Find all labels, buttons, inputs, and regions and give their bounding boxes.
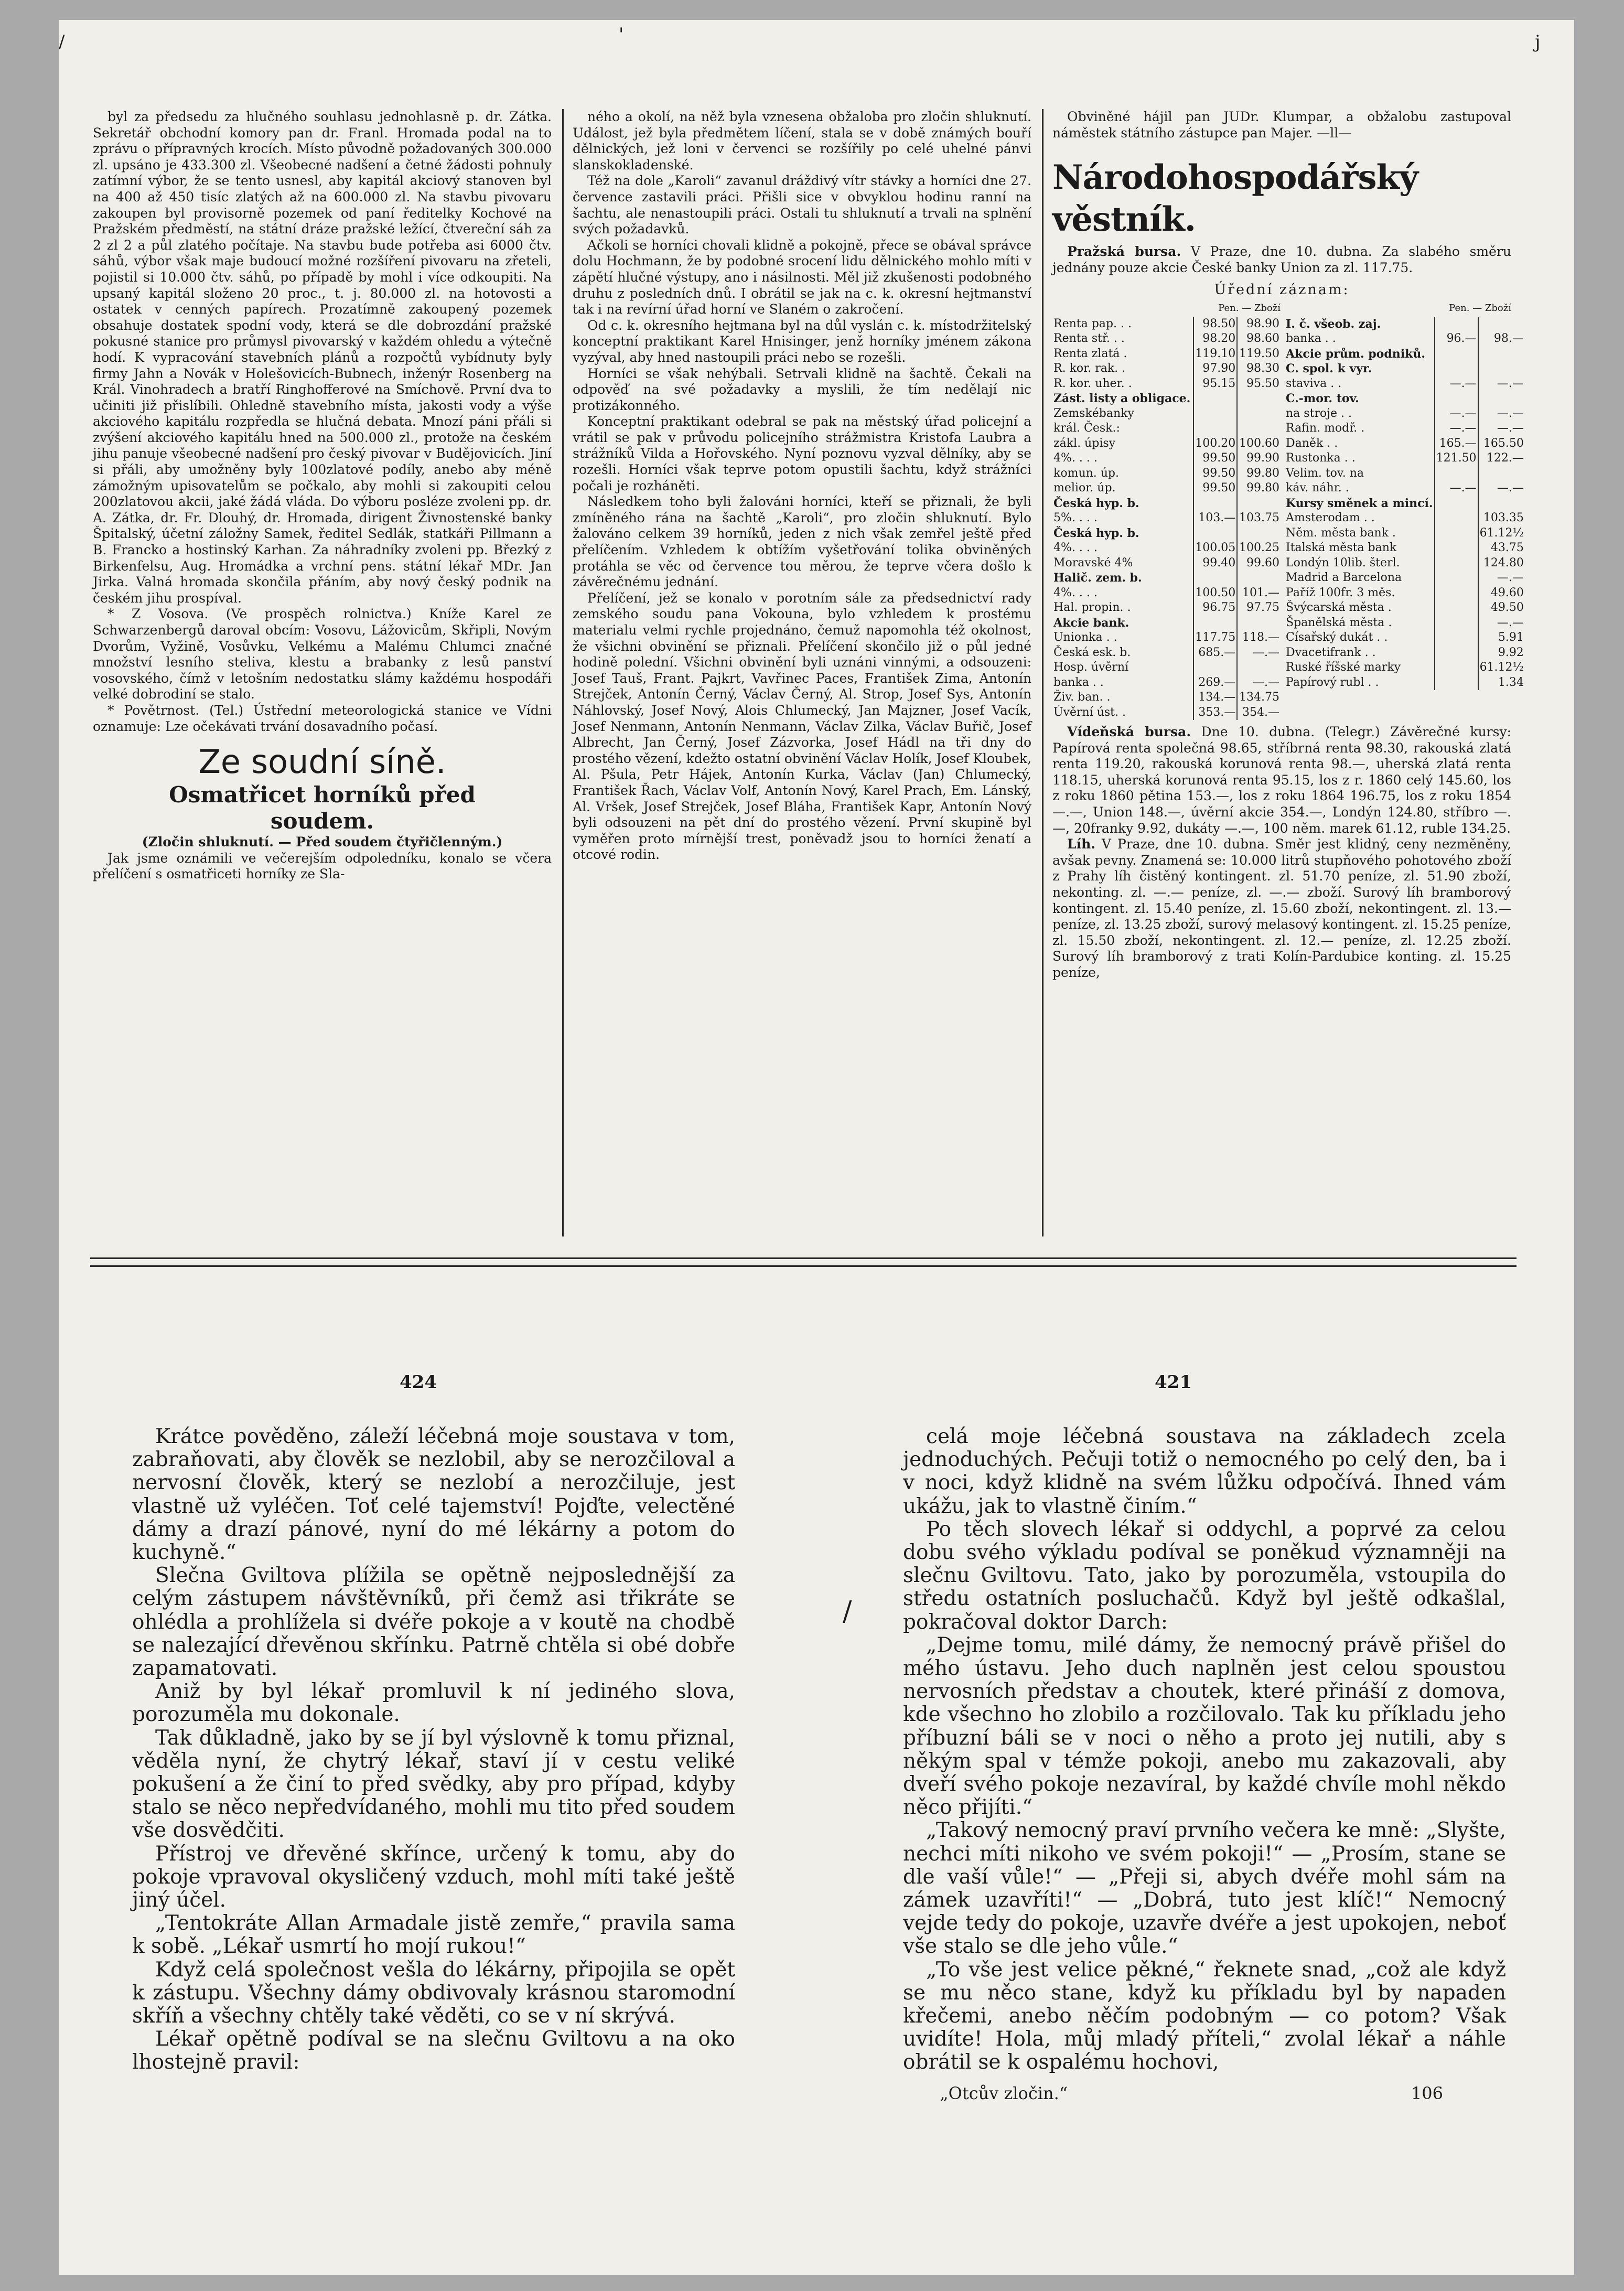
quote-money: 100.50 [1193,586,1238,601]
scan-mark-left: / [59,31,65,52]
quote-goods: 99.60 [1237,556,1281,571]
quote-label: Akcie bank. [1053,616,1130,630]
quote-goods: 119.50 [1237,347,1281,362]
quote-goods: 98.30 [1237,361,1281,377]
quote-money: 98.20 [1193,331,1238,347]
quote-money [1193,421,1238,436]
quote-money [1435,660,1478,675]
quote-label: Živ. ban. . [1053,691,1111,704]
quote-money: 121.50 [1435,451,1478,466]
quote-money [1435,466,1478,481]
quote-label: Hosp. úvěrní [1053,661,1129,674]
quote-label: R. kor. rak. . [1053,362,1126,375]
quote-row [1052,616,1281,631]
quote-money: 99.40 [1193,556,1238,571]
section-heading: Ze soudní síně. [198,743,446,781]
quote-money [1435,571,1478,586]
quote-label: Česká esk. b. [1053,646,1131,659]
quote-row [1052,436,1281,451]
quote-money [1435,526,1478,541]
quote-goods: —.— [1478,616,1525,631]
quote-money [1435,391,1478,406]
quote-money [1435,675,1478,691]
quote-row [1052,481,1281,496]
article-kicker: (Zločin shluknutí. — Před soudem čtyřičlenným.) [142,834,503,850]
quote-goods: —.— [1478,406,1525,422]
paragraph: Přelíčení, jež se konalo v porotním sále za předsednictví rady zemského soudu pana Vokouna, bylo vzhledem k prostému materialu velmi rychle projednáno, čemuž napomohla též okolnost, že všichni obvinění se přiznali. Přelíčení skončilo již o půl jedné hodině polední. Všichni obvinění byli uznáni vinnými, a odsouzeni: Josef Tauš, Frant. Pajkrt, Vavřinec Paces, František Zima, Antonín Strejček, Antonín Černý, Václav Černý, Al. Strop, Josef Sys, Antonín Náhlovský, Josef Nový, Alois Chlumecký, Jan Majzner, Josef Vacík, Josef Nenmann, Antonín Nenmann, Václav Zilka, Václav Buřič, Josef Albrecht, Jan Černý, Josef Zázvorka, Josef Hádl na tři dny do prostého vězení, kdežto ostatní obvinění Václav Holík, Josef Kloubek, Al. Pšula, Petr Hájek, Antonín Kurka, Václav (Jan) Chlumecký, František Řach, Václav Volf, Antonín Nový, Karel Prach, Em. Lánský, Al. Vršek, Josef Strejček, Josef Bláha, František Kapr, Antonín Nový byli odsouzeni na pět dní do prostého vězení. První skupině byl vyměřen proto mírnější trest, poněvadž jsou to horníci ženatí a otcové rodin. [573,590,1031,863]
quote-money [1193,391,1238,406]
quote-goods: 9.92 [1478,646,1525,661]
quote-label: Kursy směnek a mincí. [1286,496,1433,510]
quote-goods: 122.— [1478,451,1525,466]
quote-label: Unionka . . [1053,631,1117,644]
quote-row [1052,646,1281,661]
quote-goods [1237,391,1281,406]
paragraph: Tak důkladně, jako by se jí byl výslovně k tomu přiznal, věděla nyní, že chytrý lékař, staví jí v cestu veliké pokušení a že činí to před svědky, aby pro případ, kdyby stalo se něco nepředvídaného, mohli mu tito před soudem vše dosvědčiti. [132,1726,735,1843]
quote-money [1435,361,1478,377]
news-column-1 [93,109,552,883]
quote-row [1052,466,1281,481]
footer-number: 106 [1411,2083,1443,2103]
margin-mark: / [843,1596,852,1627]
paragraph: * Povětrnost. (Tel.) Ústřední meteorologická stanice ve Vídni oznamuje: Lze očekávati trvání dosavadního počasí. [93,702,552,734]
quote-label: Španělská města . [1286,616,1392,629]
quote-label: Akcie prům. podniků. [1286,347,1425,361]
paragraph: Lékař opětně podíval se na slečnu Gviltovu a na oko lhostejně pravil: [132,2027,735,2074]
quote-row [1285,361,1525,377]
news-column-2 [573,109,1031,863]
quote-money [1435,556,1478,571]
quote-row [1285,347,1525,362]
quote-goods [1478,361,1525,377]
quote-label: R. kor. uher. . [1053,377,1132,390]
quote-row [1285,466,1525,481]
quote-money: 269.— [1193,675,1238,691]
quote-label: káv. náhr. . [1286,481,1349,495]
quote-row [1285,660,1525,675]
quote-label: banka . . [1053,675,1104,689]
paragraph: celá moje léčebná soustava na základech zcela jednoduchých. Pečuji totiž o nemocného po celý den, ba i v noci, když klidně na svém lůžku odpočívá. Ihned vám ukážu, jak to vlastně činím.“ [903,1425,1506,1518]
quote-label: komun. úp. [1053,466,1120,480]
quote-goods: 98.60 [1237,331,1281,347]
quote-label: Dvacetifrank . . [1286,646,1376,659]
page-separator [90,1257,1517,1259]
quote-goods: 1.34 [1478,675,1525,691]
quote-label: Madrid a Barcelona [1286,571,1402,585]
subsection-title: Úřední záznam: [1214,282,1350,298]
quote-row [1052,690,1281,705]
quote-goods: 99.90 [1237,451,1281,466]
quote-row [1285,526,1525,541]
quote-row [1052,511,1281,526]
subsection-title: Vídeňská bursa. [1067,724,1191,740]
quote-goods: 101.— [1237,586,1281,601]
quote-money: 96.— [1435,331,1478,347]
quote-label: Hal. propin. . [1053,601,1131,615]
quote-row [1285,421,1525,436]
quote-money [1435,586,1478,601]
quote-goods: 118.— [1237,630,1281,646]
quote-goods [1237,496,1281,511]
quote-money: 96.75 [1193,600,1238,616]
quote-goods [1237,571,1281,586]
paragraph: Slečna Gviltova plížila se opětně nejposlednější za celým zástupem návštěvníků, při čemž asi třikráte se ohlédla a prohlížela si dvéře pokoje a v koutě na chodbě se nalezající dřevěnou skřínku. Patrně chtěla si obé dobře zapamatovati. [132,1564,735,1681]
quote-money: 134.— [1193,690,1238,705]
quote-row [1052,406,1281,422]
quote-label: Renta stř. . . [1053,332,1125,346]
quote-label: C. spol. k vyr. [1286,362,1372,376]
paragraph: „Dejme tomu, milé dámy, že nemocný právě přišel do mého ústavu. Jeho duch naplněn jest celou spoustou nervosních představ a choutek, které přináší z domova, kde všechno ho zlobilo a rozčilovalo. Tak ku příkladu jeho příbuzní báli se v noci o něho a proto jej nutili, aby s někým spal v témže pokoji, anebo mu zakazovali, aby dveří svého pokoje nezavíral, by každé chvíle mohl někdo něco přijíti.“ [903,1633,1506,1820]
quote-goods [1237,526,1281,541]
quotes-table-right [1285,300,1524,720]
quote-row [1285,541,1525,556]
quote-money [1435,496,1478,511]
quote-money: 95.15 [1193,377,1238,392]
quote-money: 100.20 [1193,436,1238,451]
subsection-title: Pražská bursa. [1067,244,1181,260]
quote-goods: —.— [1237,646,1281,661]
quote-money: 97.90 [1193,361,1238,377]
quote-row [1052,331,1281,347]
quote-money: 99.50 [1193,481,1238,496]
quote-row [1285,377,1525,392]
quote-money: 165.— [1435,436,1478,451]
paragraph: Obviněné hájil pan JUDr. Klumpar, a obžalobu zastupoval náměstek státního zástupce pan Majer. —ll— [1052,109,1511,141]
quote-label: Renta zlatá . [1053,347,1127,360]
paragraph: Následkem toho byli žalováni horníci, kteří se přiznali, že byli zmíněného rána na šachtě „Karoli“, pro zločin shluknutí. Bylo žalováno celkem 39 horníků, jeden z nich však zemřel ještě před přelíčením. Vzhledem k obtížím vyšetřování tolika obviněných protáhla se věc od července tou měrou, že teprve včera došlo k závěrečnému jednání. [573,494,1031,590]
quote-row [1052,526,1281,541]
quote-row [1052,347,1281,362]
quote-label: Velim. tov. na [1286,466,1364,480]
quote-money: 353.— [1193,705,1238,720]
quote-row [1052,421,1281,436]
quote-money [1435,616,1478,631]
quote-label: 4%. . . . [1053,541,1098,555]
quote-label: Rafin. modř. . [1286,422,1365,435]
quote-goods [1478,391,1525,406]
quote-money [1193,406,1238,422]
quote-label: Zást. listy a obligace. [1053,392,1191,406]
quote-goods: —.— [1478,571,1525,586]
quote-row [1285,586,1525,601]
quote-label: král. Česk.: [1053,422,1120,435]
quote-label: staviva . . [1286,377,1342,390]
quote-goods: 49.50 [1478,600,1525,616]
quote-row [1285,616,1525,631]
quote-goods: 103.35 [1478,511,1525,526]
quote-money [1435,317,1478,332]
quote-money: —.— [1435,421,1478,436]
quote-money: 119.10 [1193,347,1238,362]
quote-row [1052,600,1281,616]
quote-label: Moravské 4% [1053,556,1133,569]
quote-label: Daněk . . [1286,436,1338,450]
quote-goods: 95.50 [1237,377,1281,392]
quote-label: Zemskébanky [1053,406,1134,420]
quote-money [1435,630,1478,646]
paragraph: Ačkoli se horníci chovali klidně a pokojně, přece se obával správce dolu Hochmann, že by podobné srocení lidu dělnického mohlo míti v zápětí hlučné výstupy, ano i násilnosti. Měl již zkušenosti podobného druhu z posledních dnů. I obrátil se jak na c. k. okresní hejtmanství tak i na revírní úřad horní ve Slaném o zakročení. [573,237,1031,317]
quote-goods [1237,406,1281,422]
paragraph: „Takový nemocný praví prvního večera ke mně: „Slyšte, nechci míti nikoho ve svém pokoji!“ — „Prosím, stane se dle vaší vůle!“ — „Přeji si, abych dvéře mohl sám na zámek uzavříti!“ — „Dobrá, tuto jest klíč!“ Nemocný vejde tedy do pokoje, uzavře dvéře a jest upokojen, neboť vše stalo se dle jeho vůle.“ [903,1819,1506,1959]
quote-row [1285,511,1525,526]
quote-goods: 61.12½ [1478,660,1525,675]
quote-goods [1478,317,1525,332]
quote-label: I. č. všeob. zaj. [1286,317,1381,331]
paragraph: byl za předsedu za hlučného souhlasu jednohlasně p. dr. Zátka. Sekretář obchodní komory pan dr. Franl. Hromada podal na to zprávu o přípravných krocích. Místo původně požadovaných 300.000 zl. upsáno je 433.300 zl. Všeobecné nadšení a četné žádosti pohnuly zatímní výbor, že se tento usnesl, aby kapitál akciový stanoven byl na 400 až 450 tisíc zlatých až na 600.000 zl. Na stavbu pivovaru zakoupen byl provisorně pozemek od paní ředitelky Kochové na Pražském předměstí, na státní dráze pražské ležící, čtvereční sáh za 2 zl 2 a půl zlatého počítaje. Na stavbu bude potřeba asi 6000 čtv. sáhů, výbor však maje budoucí možné rozšíření pivovaru na zřeteli, pojistil si 10.000 čtv. sáhů, po případě by mohl i více odkoupiti. Na upsaný kapitál složeno 20 proc., t. j. 80.000 zl. na hotovosti a ostatek v cenných papírech. Prozatímně zakoupený pozemek obsahuje dostatek spodní vody, která se dle dobrozdání pražské pokusné stanice pro průmysl pivovarský v každém ohledu a výtečně hodí. K vypracování stavebních plánů a rozpočtů vybídnuty byly firmy Jahn a Novák v Holešovicích-Bubnech, inženýr Rosenberg na Král. Vinohradech a bratří Ringhofferové na Smíchově. První dva to učiniti již přislíbili. Ohledně stavebního místa, jakosti vody a výše akciového kapitálu rozpředla se hlučná debata. Mnozí páni přáli si zvýšení akciového kapitálu hned na 500.000 zl., protože na českém jihu panuje všeobecné nadšení pro český pivovar v Budějovicích. Jiní si přáli, aby umožněny byly 100zlatové podíly, anebo aby méně zámožným upisovatelům se počkalo, aby mohli si zakoupiti celou 200zlatovou akcii, jaké žádá vláda. Do výboru posléze zvoleni pp. dr. A. Zátka, dr. Fr. Dlouhý, dr. Hromada, dirigent Živnostenské banky Špitalský, účetní záložny Samek, ředitel Sedlák, statkáři Pillmann a B. Francko a hostinský Karhan. Za náhradníky zvoleni pp. Březký z Birkenfelsu, Aug. Hromádka a vrchní pens. státní lékař MDr. Jan Jirka. Valná hromada skončila přáním, aby nový český podnik na českém jihu prospíval. [93,109,552,606]
quote-money: —.— [1435,377,1478,392]
quote-money: 100.05 [1193,541,1238,556]
quote-row [1285,317,1525,332]
quote-row [1285,451,1525,466]
quote-row [1052,556,1281,571]
quote-row [1285,571,1525,586]
quote-label: Císařský dukát . . [1286,631,1388,644]
quote-row [1052,571,1281,586]
paragraph: ného a okolí, na něž byla vznesena obžaloba pro zločin shluknutí. Událost, jež byla předmětem líčení, stala se v době známých bouří dělnických, jež loni v červenci se rozšířily po celé uhelné pánvi slanskokladenské. [573,109,1031,173]
quote-row [1052,496,1281,511]
paragraph: Přístroj ve dřevěné skřínce, určený k tomu, aby do pokoje vpravoval okysličený vzduch, mohl míti také ještě jiný účel. [132,1842,735,1912]
quote-row [1052,377,1281,392]
quote-label: Italská města bank [1286,541,1397,555]
quote-goods: 100.60 [1237,436,1281,451]
quote-goods: 98.— [1478,331,1525,347]
column-divider [1042,109,1044,1236]
quote-money [1435,646,1478,661]
quote-label: Něm. města bank . [1286,526,1396,540]
quote-row [1285,646,1525,661]
quote-label: Ruské říšské marky [1286,661,1401,674]
quote-row [1052,630,1281,646]
paragraph: Též na dole „Karoli“ zavanul dráždivý vítr stávky a horníci dne 27. července zastavili práci. Přišli sice v obvyklou hodinu ranní na šachtu, ale nenastoupili práci. Ostali tu shluknutí a trvali na splnění svých požadavků. [573,173,1031,237]
table-header: Pen. — Zboží [1449,302,1511,314]
quote-money [1435,600,1478,616]
quote-money: —.— [1435,406,1478,422]
quote-money [1435,511,1478,526]
quote-label: melior. úp. [1053,481,1116,495]
quote-money [1193,571,1238,586]
quote-money: 99.50 [1193,466,1238,481]
quote-row [1285,391,1525,406]
paragraph: Krátce pověděno, záleží léčebná moje soustava v tom, zabraňovati, aby člověk se nezlobil, aby se nerozčiloval a nervosní člověk, který se nezlobí a nerozčiluje, jest vlastně už vyléčen. Toť celé tajemství! Pojďte, velectěné dámy a drazí pánové, nyní do mé lékárny a potom do kuchyně.“ [132,1425,735,1565]
quote-money: 685.— [1193,646,1238,661]
quote-goods: 99.80 [1237,481,1281,496]
quote-label: Londýn 10lib. šterl. [1286,556,1400,569]
paragraph: Když celá společnost vešla do lékárny, připojila se opět k zástupu. Všechny dámy obdivovaly krásnou staromodní skříň a všechny chtěly také věděti, co se v ní skrývá. [132,1957,735,2028]
quote-row [1052,541,1281,556]
quote-money: 117.75 [1193,630,1238,646]
table-header: Pen. — Zboží [1218,302,1281,314]
quote-money [1193,660,1238,675]
quotes-table-left [1052,300,1281,720]
quote-money [1193,616,1238,631]
quote-label: Renta pap. . . [1053,317,1132,330]
quote-goods: 354.— [1237,705,1281,720]
quote-goods [1237,616,1281,631]
paragraph: Od c. k. okresního hejtmana byl na důl vyslán c. k. místodržitelský konceptní praktikant Karel Hnisinger, jenž horníky jménem zákona vyzýval, aby hned nastoupili práci nebo se rozešli. [573,317,1031,365]
page-separator [90,1265,1517,1267]
quote-row [1285,600,1525,616]
quote-label: Halič. zem. b. [1053,571,1142,585]
quote-row [1285,481,1525,496]
quote-goods: 124.80 [1478,556,1525,571]
quote-label: 4%. . . . [1053,586,1098,599]
paragraph: V Praze, dne 10. dubna. Za slabého směru jednány pouze akcie České banky Union za zl. 117.75. [1052,244,1511,275]
quote-money [1435,347,1478,362]
quote-goods: 134.75 [1237,690,1281,705]
quote-row [1285,496,1525,511]
quote-goods: 99.80 [1237,466,1281,481]
article-heading-line2: soudem. [270,808,374,834]
column-divider [562,109,564,1236]
quote-goods: 97.75 [1237,600,1281,616]
quote-label: 4%. . . . [1053,451,1098,465]
quote-label: zákl. úpisy [1053,436,1116,450]
paragraph: Horníci se však nehýbali. Setrvali klidně na šachtě. Čekali na odpověď na své požadavky a myslili, že tím nedělají nic protizákonného. [573,365,1031,413]
paragraph: Aniž by byl lékař promluvil k ní jediného slova, porozuměla mu dokonale. [132,1680,735,1727]
quote-row [1285,331,1525,347]
quote-goods: 61.12½ [1478,526,1525,541]
quote-goods: 43.75 [1478,541,1525,556]
quote-row [1052,361,1281,377]
section-heading: Národohospodářský věstník. [1052,158,1418,240]
quote-label: C.-mor. tov. [1286,392,1359,406]
quote-goods [1478,347,1525,362]
paragraph: „To vše jest velice pěkné,“ řeknete snad, „což ale když se mu něco stane, když ku příkladu byl by napaden křečemi, anebo něčím podobným — co potom? Však uvidíte! Hola, můj mladý příteli,“ zvolal lékař a náhle obrátil se k ospalému hochovi, [903,1957,1506,2074]
paragraph: * Z Vosova. (Ve prospěch rolnictva.) Kníže Karel ze Schwarzenbergů daroval obcím: Vosovu, Lážovicům, Skřipli, Novým Dvorům, Vyžině, Vosůvku, Velkému a Malému Chlumci značné množství lesního steliva, klestu a brabanky z lesů panství vosovského, čímž v letošním nedostatku slámy každému hospodáři velké dobrodiní se stalo. [93,606,552,702]
scan-mark-center: ' [619,24,624,45]
quote-goods: 103.75 [1237,511,1281,526]
quote-row [1285,436,1525,451]
quote-goods: 98.90 [1237,317,1281,332]
paragraph: Po těch slovech lékař si oddychl, a poprvé za celou dobu svého výkladu podíval se poněkud významněji na slečnu Gviltovu. Tato, jako by porozuměla, vstoupila do středu ostatních posluchačů. Když byl ještě odkašlal, pokračoval doktor Darch: [903,1517,1506,1634]
novel-column-right [903,1425,1506,2105]
quote-label: Úvěrní úst. . [1053,705,1126,719]
quote-row [1052,705,1281,720]
quote-goods: 100.25 [1237,541,1281,556]
paragraph: Konceptní praktikant odebral se pak na městský úřad policejní a vrátil se pak v průvodu policejního strážmistra Kristofa Laubra a strážníků Vilda a Hořovského. Nyní poznovu vyzval dělníky, aby se rozešli. Horníci však teprve potom opustili šachtu, když strážníci počali je rozháněti. [573,414,1031,493]
quote-money [1193,496,1238,511]
newspaper-page [59,20,1574,2275]
paragraph: „Tentokráte Allan Armadale jistě zemře,“ pravila sama k sobě. „Lékař usmrtí ho mojí rukou!“ [132,1911,735,1959]
quote-label: Rustonka . . [1286,451,1356,465]
novel-column-left [132,1425,735,2074]
quote-row [1052,660,1281,675]
page-number: 424 [400,1372,437,1393]
page-number: 421 [1155,1372,1192,1393]
news-column-3 [1052,109,1524,981]
quote-money: 103.— [1193,511,1238,526]
quote-goods: 5.91 [1478,630,1525,646]
quote-goods [1237,421,1281,436]
quote-row [1052,317,1281,332]
quote-label: Paříž 100fr. 3 měs. [1286,586,1395,599]
quote-row [1052,451,1281,466]
quote-label: banka . . [1286,332,1336,346]
quote-label: Papírový rubl . . [1286,675,1379,689]
quote-money [1435,541,1478,556]
paragraph: Jak jsme oznámili ve večerejším odpoledníku, konalo se včera přelíčení s osmatřiceti horníky ze Sla- [93,850,552,882]
quote-row [1285,556,1525,571]
paragraph: Dne 10. dubna. (Telegr.) Závěrečné kursy: Papírová renta společná 98.65, stříbrná renta 98.30, rakouská zlatá renta 119.20, rakouská korunová renta 98.—, uherská zlatá renta 118.15, uherská korunová renta 95.15, los z r. 1860 celý 145.60, los z roku 1860 pětina 153.—, los z roku 1864 196.75, los z roku 1854 —.—, Union 148.—, úvěrní akcie 354.—, Londýn 124.80, stříbro —.—, 20franky 9.92, dukáty —.—, 100 něm. marek 61.12, ruble 134.25. [1052,724,1512,836]
quote-label: Česká hyp. b. [1053,496,1139,510]
quote-goods [1237,660,1281,675]
scan-mark-right: j [1535,31,1541,52]
footer-title: „Otcův zločin.“ [940,2083,1068,2103]
quote-label: 5%. . . . [1053,511,1098,525]
quote-money [1193,526,1238,541]
quote-money: 98.50 [1193,317,1238,332]
quote-row [1052,391,1281,406]
quote-row [1052,675,1281,691]
quote-row [1052,586,1281,601]
quote-goods: —.— [1478,377,1525,392]
quote-goods [1478,496,1525,511]
quote-money: —.— [1435,481,1478,496]
quote-goods: —.— [1237,675,1281,691]
subsection-title: Líh. [1067,836,1095,852]
quote-row [1285,630,1525,646]
quote-goods: 49.60 [1478,586,1525,601]
quote-money: 99.50 [1193,451,1238,466]
quote-label: Amsterodam . . [1286,511,1375,525]
quote-goods: —.— [1478,421,1525,436]
quote-row [1285,406,1525,422]
quote-row [1285,675,1525,691]
quote-goods: 165.50 [1478,436,1525,451]
paragraph: V Praze, dne 10. dubna. Směr jest klidný, ceny nezměněny, avšak pevny. Znamená se: 10.000 litrů stupňového pohotového zboží z Prahy líh čistěný kontingent. zl. 51.70 peníze, zl. 51.90 zboží, nekonting. zl. —.— peníze, zl. —.— zboží. Surový líh bramborový kontingent. zl. 15.40 peníze, zl. 15.60 zboží, nekontingent. zl. 13.— peníze, zl. 13.25 zboží, surový melasový kontingent. zl. 15.25 peníze, zl. 15.50 zboží, nekontingent. zl. 12.— peníze, zl. 12.25 zboží. Surový líh bramborový z trati Kolín-Pardubice konting. zl. 15.25 peníze, [1052,836,1511,980]
quote-label: Česká hyp. b. [1053,526,1139,540]
quote-goods: —.— [1478,481,1525,496]
quote-goods [1478,466,1525,481]
quote-label: Švýcarská města . [1286,601,1392,615]
article-heading-line1: Osmatřicet horníků před [169,782,476,808]
quote-label: na stroje . . [1286,406,1352,420]
